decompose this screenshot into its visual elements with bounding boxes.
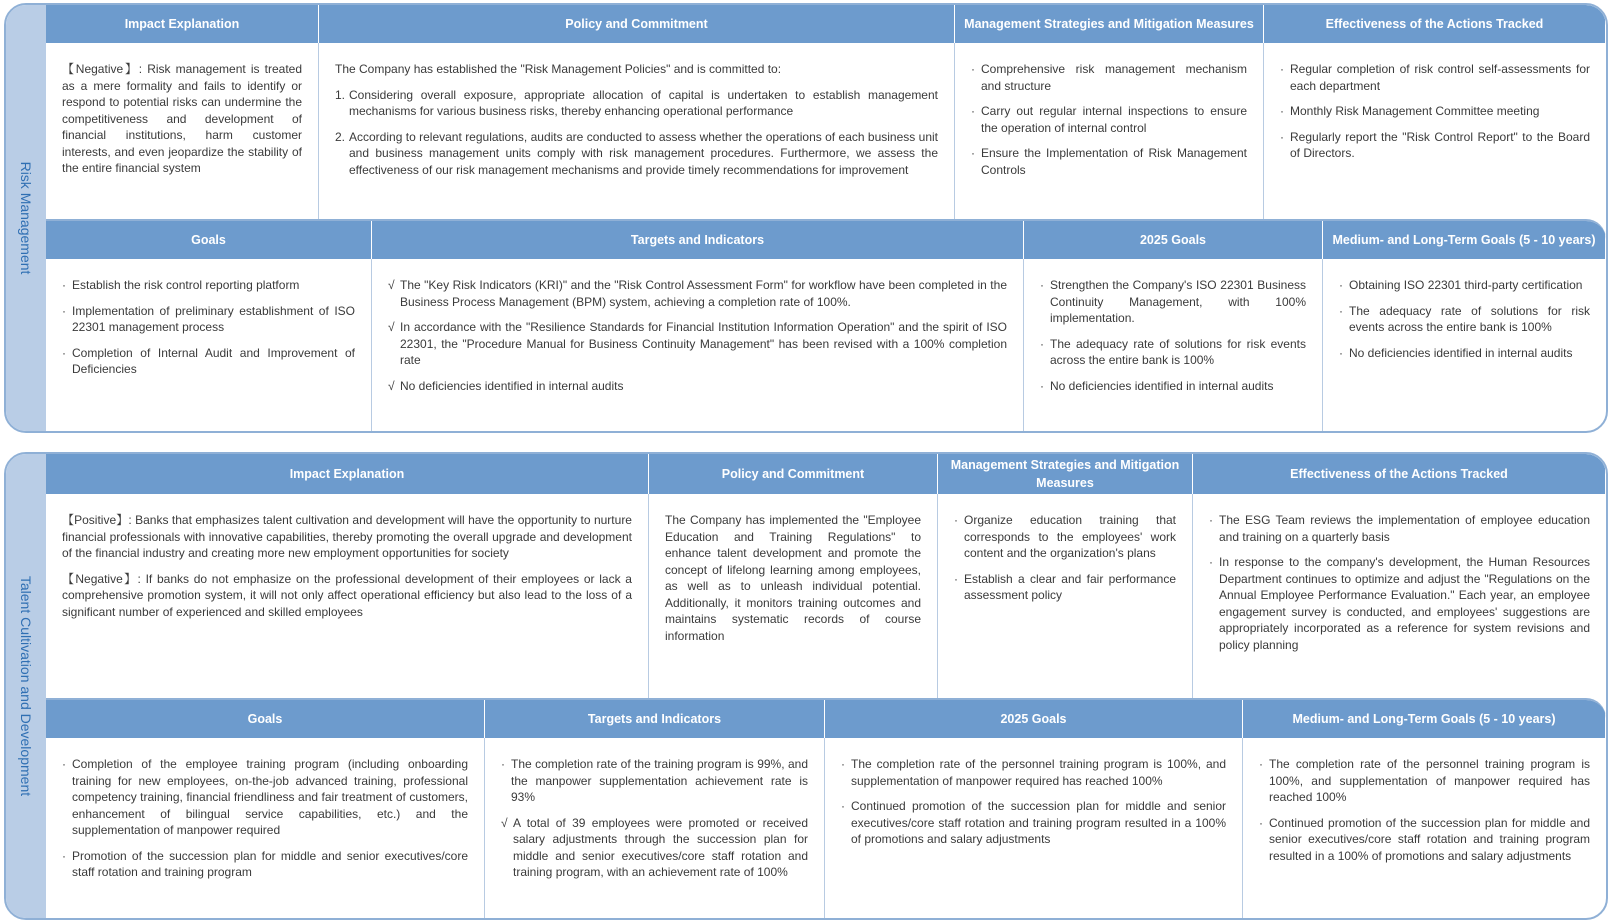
talent-table-row1: [46, 454, 1606, 698]
header-goals: Goals: [46, 221, 372, 259]
list-item: · Obtaining ISO 22301 third-party certification: [1339, 277, 1590, 294]
list-item: · Regularly report the "Risk Control Report" to the Board of Directors.: [1280, 129, 1590, 162]
list-item: · Strengthen the Company's ISO 22301 Business Continuity Management, with 100% implementation.: [1040, 277, 1306, 327]
header-impact: Impact Explanation: [46, 5, 319, 43]
header-targets: Targets and Indicators: [485, 700, 825, 738]
talent-table-row2: [46, 698, 1606, 920]
impact-cell: [46, 494, 649, 698]
header-policy: Policy and Commitment: [649, 454, 938, 494]
policy-item: 2. According to relevant regulations, audits are conducted to assess whether the operations of each business unit and business management units comply with risk management procedures. Furthermore, we assess the effectiveness of our risk management mechanisms and provide timely recommendations for improvement: [335, 129, 938, 177]
header-goals: Goals: [46, 700, 485, 738]
goals-cell: [46, 259, 372, 433]
list-item: · Monthly Risk Management Committee meeting: [1280, 103, 1590, 120]
policy-cell: [319, 43, 955, 219]
policy-text: The Company has implemented the "Employee Education and Training Regulations" to enhance talent development and promote the concept of lifelong learning among employees, as well as to unleash individual potential. Additionally, it monitors training outcomes and maintains systematic records of course information: [665, 513, 921, 643]
header-policy: Policy and Commitment: [319, 5, 955, 43]
goals-cell: [46, 738, 485, 920]
list-item: · Organize education training that corresponds to the employees' work content and the organization's plans: [954, 512, 1176, 562]
targets-cell: [372, 259, 1024, 433]
header-longterm-goals: Medium- and Long-Term Goals (5 - 10 years): [1243, 700, 1606, 738]
section-side-label: [6, 454, 46, 918]
header-strategies: Management Strategies and Mitigation Measures: [955, 5, 1264, 43]
risk-table-row1: [46, 5, 1606, 219]
check-item: √ No deficiencies identified in internal audits: [388, 378, 1007, 395]
list-item: · Comprehensive risk management mechanism and structure: [971, 61, 1247, 94]
goals-2025-cell: [1024, 259, 1323, 433]
section-side-label: [6, 5, 46, 431]
strategies-cell: [938, 494, 1193, 698]
impact-positive: 【Positive】: Banks that emphasizes talent cultivation and development will have the opportunity to nurture financial professionals with innovative capabilities, thereby promoting the overall upgrade and development of the financial industry and creating more new employment opportunities for society: [62, 513, 632, 560]
impact-text: 【Negative】: Risk management is treated as a mere formality and fails to identify or respond to potential risks can undermine the competitiveness and development of financial institutions, harm customer interests, and even jeopardize the stability of the entire financial system: [62, 62, 302, 175]
policy-intro: The Company has established the "Risk Management Policies" and is committed to:: [335, 62, 782, 76]
check-item: √ The "Key Risk Indicators (KRI)" and the "Risk Control Assessment Form" for workflow have been completed in the Business Process Management (BPM) system, achieving a completion rate of 100%.: [388, 277, 1007, 310]
header-impact: Impact Explanation: [46, 454, 649, 494]
list-item: · The completion rate of the personnel training program is 100%, and supplementation of manpower required has reached 100%: [1259, 756, 1590, 806]
list-item: · Completion of Internal Audit and Improvement of Deficiencies: [62, 345, 355, 378]
list-item: · The adequacy rate of solutions for risk events across the entire bank is 100%: [1339, 303, 1590, 336]
header-2025-goals: 2025 Goals: [825, 700, 1243, 738]
risk-management-section: [4, 3, 1608, 433]
list-item: · Continued promotion of the succession plan for middle and senior executives/core staff rotation and training program resulted in a 100% of promotions and salary adjustments: [1259, 815, 1590, 865]
longterm-goals-cell: [1323, 259, 1606, 433]
goals-2025-cell: [825, 738, 1243, 920]
policy-item: 1. Considering overall exposure, appropriate allocation of capital is undertaken to establish management mechanisms for various business risks, thereby enhancing operational performance: [335, 87, 938, 118]
list-item: · In response to the company's development, the Human Resources Department continues to optimize and adjust the "Regulations on the Annual Employee Performance Evaluation." Each year, an employee engagement survey is conducted, and employees' suggestions are appropriately incorporated as a reference for system revisions and policy planning: [1209, 554, 1590, 653]
section-title: Risk Management: [18, 161, 34, 275]
strategies-cell: [955, 43, 1264, 219]
longterm-goals-cell: [1243, 738, 1606, 920]
list-item: · Establish a clear and fair performance assessment policy: [954, 571, 1176, 604]
section-title: Talent Cultivation and Development: [18, 575, 34, 797]
list-item: · Promotion of the succession plan for middle and senior executives/core staff rotation and training program: [62, 848, 468, 881]
header-longterm-goals: Medium- and Long-Term Goals (5 - 10 years): [1323, 221, 1606, 259]
list-item: · Completion of the employee training program (including onboarding training for new employees, on-the-job advanced training, professional competency training, financial friendliness and fair treatment of customers, enhancement of bilingual service capabilities, etc.) and the supplementation of manpower required: [62, 756, 468, 839]
list-item: · The completion rate of the personnel training program is 100%, and supplementation of manpower required has reached 100%: [841, 756, 1226, 789]
list-item: · No deficiencies identified in internal audits: [1339, 345, 1590, 362]
check-item: √ A total of 39 employees were promoted or received salary adjustments through the succession plan for middle and senior executives/core staff rotation and training program, with an achievement rate of 100%: [501, 815, 808, 881]
list-item: · The ESG Team reviews the implementation of employee education and training on a quarterly basis: [1209, 512, 1590, 545]
list-item: · Continued promotion of the succession plan for middle and senior executives/core staff rotation and training program resulted in a 100% of promotions and salary adjustments: [841, 798, 1226, 848]
list-item: · The adequacy rate of solutions for risk events across the entire bank is 100%: [1040, 336, 1306, 369]
header-effectiveness: Effectiveness of the Actions Tracked: [1193, 454, 1606, 494]
list-item: · Carry out regular internal inspections to ensure the operation of internal control: [971, 103, 1247, 136]
check-item: √ In accordance with the "Resilience Standards for Financial Institution Information Operation" and the spirit of ISO 22301, the "Procedure Manual for Business Continuity Management" has been revised with a 100% completion rate: [388, 319, 1007, 369]
risk-table-row2: [46, 219, 1606, 433]
list-item: · Ensure the Implementation of Risk Management Controls: [971, 145, 1247, 178]
policy-cell: [649, 494, 938, 698]
list-item: · No deficiencies identified in internal audits: [1040, 378, 1306, 395]
impact-cell: [46, 43, 319, 219]
talent-cultivation-section: [4, 452, 1608, 920]
impact-negative: 【Negative】: If banks do not emphasize on the professional development of their employees or lack a comprehensive promotion system, it will not only affect operational efficiency but also lead to the loss of a significant number of experienced and skilled employees: [62, 571, 632, 619]
effectiveness-cell: [1264, 43, 1606, 219]
list-item: · Regular completion of risk control self-assessments for each department: [1280, 61, 1590, 94]
header-strategies: Management Strategies and Mitigation Measures: [938, 454, 1193, 494]
targets-cell: [485, 738, 825, 920]
list-item: · The completion rate of the training program is 99%, and the manpower supplementation achievement rate is 93%: [501, 756, 808, 806]
list-item: · Establish the risk control reporting platform: [62, 277, 355, 294]
header-targets: Targets and Indicators: [372, 221, 1024, 259]
list-item: · Implementation of preliminary establishment of ISO 22301 management process: [62, 303, 355, 336]
header-2025-goals: 2025 Goals: [1024, 221, 1323, 259]
effectiveness-cell: [1193, 494, 1606, 698]
header-effectiveness: Effectiveness of the Actions Tracked: [1264, 5, 1606, 43]
